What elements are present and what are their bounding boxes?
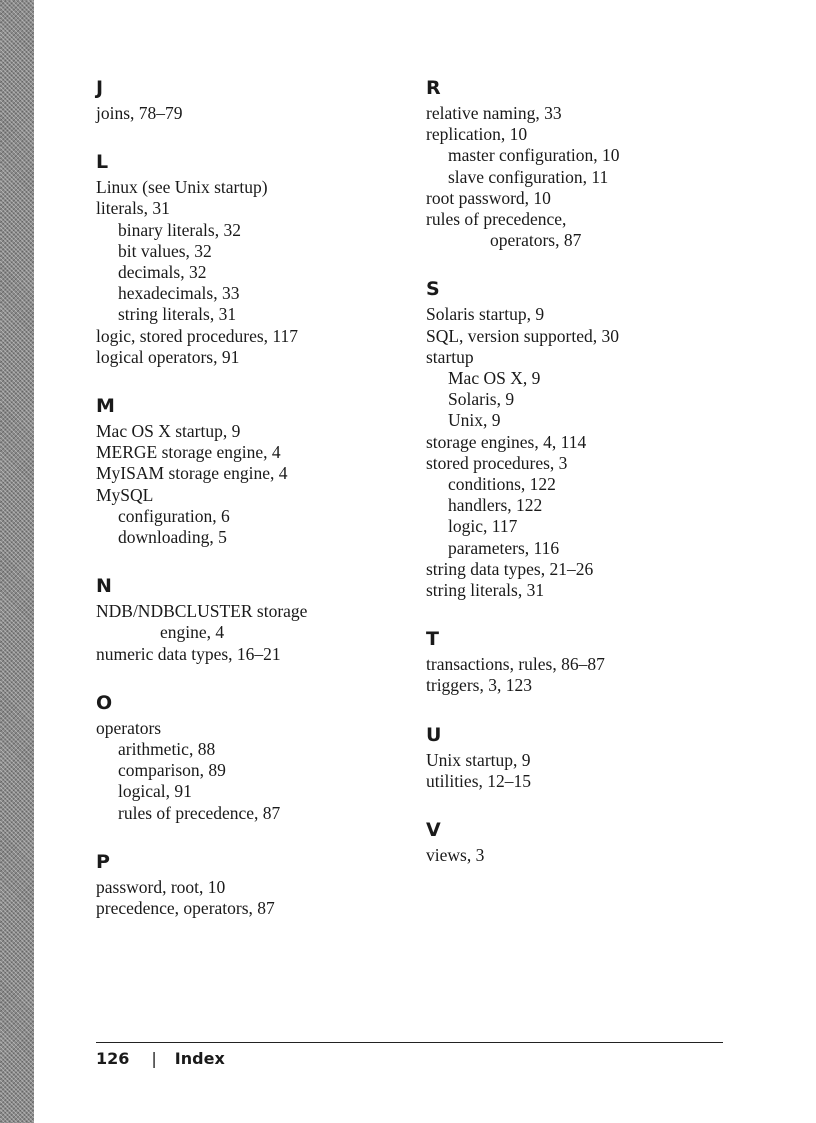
index-subentry: Solaris, 9	[448, 389, 515, 410]
index-entry: Mac OS X startup, 9	[96, 421, 241, 442]
section-letter: L	[96, 151, 109, 174]
index-entry: numeric data types, 16–21	[96, 643, 281, 664]
index-section-o	[96, 691, 396, 824]
index-entry: storage engines, 4, 114	[426, 431, 587, 452]
index-subentry: Unix, 9	[448, 410, 501, 431]
page-footer	[96, 1048, 225, 1070]
section-letter: P	[96, 850, 110, 873]
index-entry: triggers, 3, 123	[426, 675, 532, 696]
index-entry: logical operators, 91	[96, 346, 240, 367]
index-entry: views, 3	[426, 845, 485, 866]
index-subentry: logical, 91	[118, 781, 192, 802]
index-entry: joins, 78–79	[96, 103, 183, 123]
index-entry: engine, 4	[160, 622, 225, 643]
index-entry: transactions, rules, 86–87	[426, 654, 605, 675]
index-entry: Unix startup, 9	[426, 749, 531, 770]
section-letter: V	[426, 819, 441, 842]
index-subentry: comparison, 89	[118, 760, 226, 781]
index-entry: string data types, 21–26	[426, 558, 594, 579]
index-entry: SQL, version supported, 30	[426, 325, 619, 346]
section-letter: R	[426, 77, 441, 99]
index-subentry: master configuration, 10	[448, 145, 620, 166]
index-subentry: string literals, 31	[118, 304, 237, 325]
index-entry: literals, 31	[96, 198, 170, 219]
page-edge-strip	[0, 0, 34, 1123]
footer-rule	[96, 1042, 723, 1043]
index-section-j	[96, 76, 396, 124]
index-entry: startup	[426, 346, 474, 367]
index-subentry: downloading, 5	[118, 527, 227, 548]
index-entry: Solaris startup, 9	[426, 304, 545, 325]
index-entry: Linux (see Unix startup)	[96, 177, 268, 198]
index-subentry: parameters, 116	[448, 537, 560, 558]
index-entry: stored procedures, 3	[426, 452, 568, 473]
index-entry: relative naming, 33	[426, 103, 562, 123]
index-subentry: arithmetic, 88	[118, 739, 216, 760]
index-entry: NDB/NDBCLUSTER storage	[96, 601, 308, 622]
index-entry: operators, 87	[490, 230, 582, 251]
index-section-l	[96, 150, 396, 368]
index-column-left	[96, 76, 396, 945]
index-entry: precedence, operators, 87	[96, 898, 275, 919]
index-entry: MySQL	[96, 484, 154, 505]
footer-section-title: Index	[174, 1049, 225, 1068]
footer-separator: |	[151, 1049, 157, 1068]
section-letter: T	[426, 628, 439, 651]
index-entry: MERGE storage engine, 4	[96, 442, 281, 463]
index-subentry: slave configuration, 11	[448, 166, 609, 187]
index-entry: replication, 10	[426, 124, 528, 145]
index-column-right	[426, 76, 726, 892]
index-section-t	[426, 627, 726, 696]
index-entry: utilities, 12–15	[426, 770, 531, 791]
section-letter: M	[96, 395, 115, 418]
index-subentry: handlers, 122	[448, 495, 543, 516]
section-letter: U	[426, 723, 442, 746]
index-entry: string literals, 31	[426, 580, 545, 601]
index-subentry: hexadecimals, 33	[118, 283, 240, 304]
index-section-p	[96, 850, 396, 919]
index-subentry: bit values, 32	[118, 240, 212, 261]
section-letter: N	[96, 575, 112, 598]
index-section-m	[96, 394, 396, 548]
index-section-r	[426, 76, 726, 251]
index-subentry: binary literals, 32	[118, 219, 241, 240]
index-entry: logic, stored procedures, 117	[96, 325, 299, 346]
index-entry: MyISAM storage engine, 4	[96, 463, 288, 484]
index-entry: rules of precedence,	[426, 209, 567, 230]
section-letter: O	[96, 691, 113, 714]
index-section-s	[426, 277, 726, 601]
section-letter: J	[96, 77, 104, 99]
index-section-n	[96, 574, 396, 665]
index-entry: operators	[96, 717, 162, 738]
section-letter: S	[426, 278, 440, 301]
index-entry: password, root, 10	[96, 876, 226, 897]
index-section-u	[426, 723, 726, 792]
index-subentry: decimals, 32	[118, 262, 207, 283]
index-subentry: logic, 117	[448, 516, 518, 537]
index-entry: root password, 10	[426, 187, 551, 208]
index-subentry: rules of precedence, 87	[118, 802, 281, 823]
index-subentry: configuration, 6	[118, 505, 230, 526]
page-number: 126	[96, 1049, 130, 1068]
index-section-v	[426, 818, 726, 866]
index-subentry: conditions, 122	[448, 474, 556, 495]
index-subentry: Mac OS X, 9	[448, 368, 541, 389]
